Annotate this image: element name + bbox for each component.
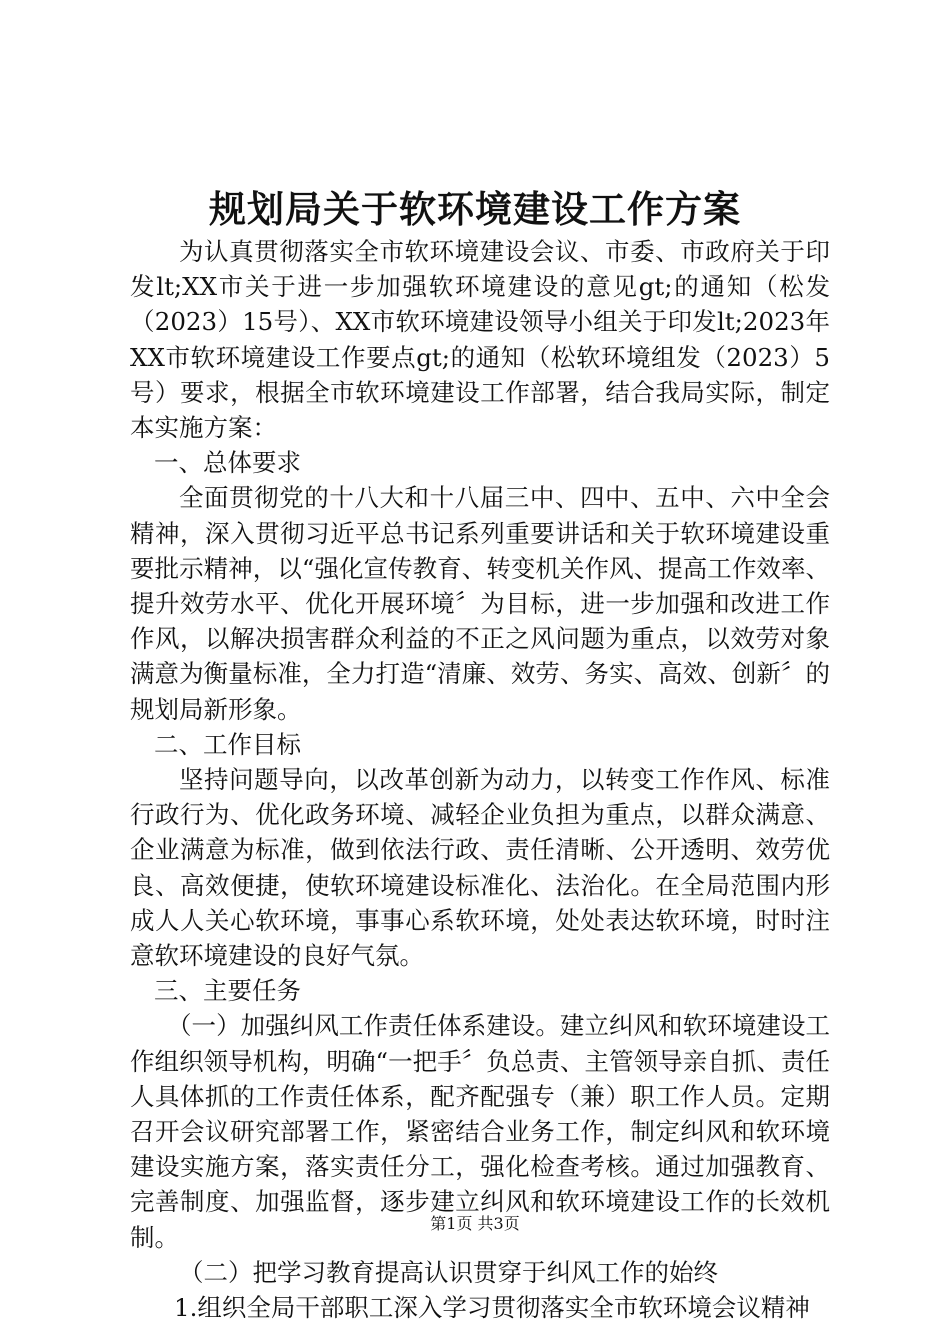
section-heading-main-tasks: 三、主要任务	[154, 976, 301, 1006]
document-title: 规划局关于软环境建设工作方案	[209, 187, 741, 231]
task-two-item-one: 1.组织全局干部职工深入学习贯彻落实全市软环境会议精神	[174, 1293, 810, 1323]
work-goals-paragraph: 坚持问题导向，以改革创新为动力，以转变工作作风、标准行政行为、优化政务环境、减轻企业负担为重点，以群众满意、企业满意为标准，做到依法行政、责任清晰、公开透明、效劳优良、高效便捷，使软环境建设标准化、法治化。在全局范围内形成人人关心软环境，事事心系软环境，处处表达软环境，时时注意软环境建设的良好气氛。	[130, 765, 830, 971]
document-body	[130, 234, 830, 1325]
general-requirements-paragraph: 全面贯彻党的十八大和十八届三中、四中、五中、六中全会精神，深入贯彻习近平总书记系列重要讲话和关于软环境建设重要批示精神，以“强化宣传教育、转变机关作风、提高工作效率、提升效劳水平、优化开展环境〞为目标，进一步加强和改进工作作风，以解决损害群众利益的不正之风问题为重点，以效劳对象满意为衡量标准，全力打造“清廉、效劳、务实、高效、创新〞的规划局新形象。	[130, 483, 830, 724]
section-heading-general-requirements: 一、总体要求	[154, 448, 301, 478]
task-two-heading: （二）把学习教育提高认识贯穿于纠风工作的始终	[179, 1257, 718, 1287]
section-heading-work-goals: 二、工作目标	[154, 729, 301, 759]
page-indicator: 第1页 共3页	[430, 1214, 520, 1233]
task-one-paragraph: （一）加强纠风工作责任体系建设。建立纠风和软环境建设工作组织领导机构，明确“一把手〞负总责、主管领导亲自抓、责任人具体抓的工作责任体系，配齐配强专（兼）职工作人员。定期召开会议研究部署工作，紧密结合业务工作，制定纠风和软环境建设实施方案，落实责任分工，强化检查考核。通过加强教育、完善制度、加强监督，逐步建立纠风和软环境建设工作的长效机制。	[130, 1011, 830, 1252]
intro-paragraph: 为认真贯彻落实全市软环境建设会议、市委、市政府关于印发lt;XX市关于进一步加强软环境建设的意见gt;的通知（松发（2023）15号）、XX市软环境建设领导小组关于印发lt;2023年XX市软环境建设工作要点gt;的通知（松软环境组发（2023）5号）要求，根据全市软环境建设工作部署，结合我局实际，制定本实施方案：	[130, 237, 830, 443]
